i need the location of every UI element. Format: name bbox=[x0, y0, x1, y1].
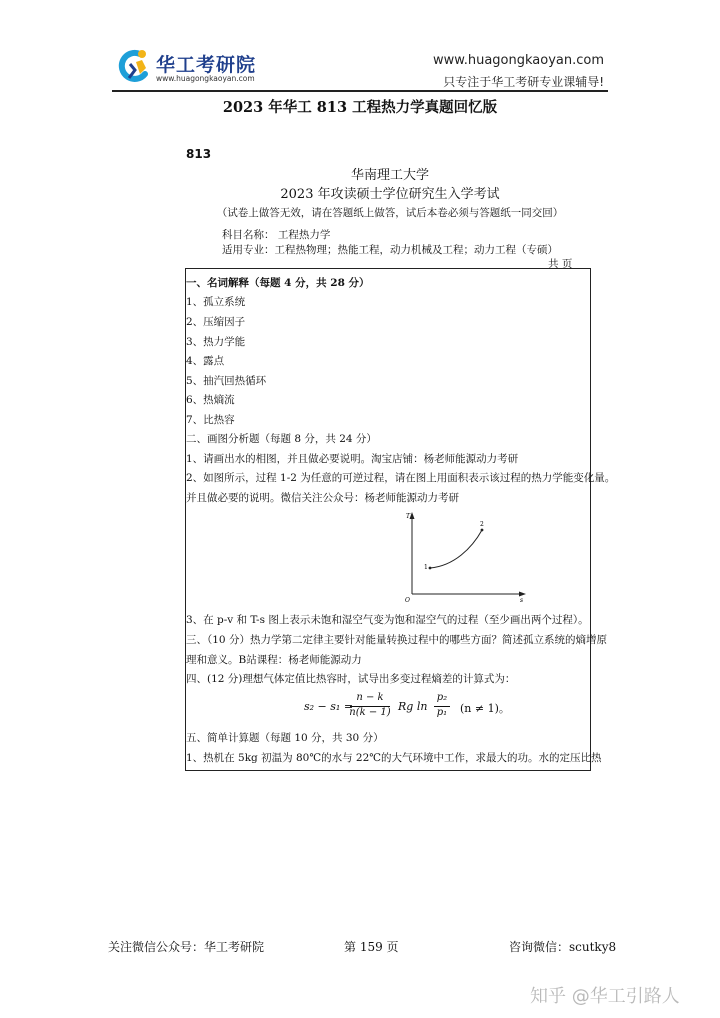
section-5-heading: 五、简单计算题（每题 10 分，共 30 分） bbox=[186, 732, 384, 744]
point-2-marker bbox=[481, 529, 484, 532]
t-axis-arrow-icon bbox=[410, 512, 415, 519]
t-axis-label: T bbox=[406, 513, 411, 520]
origin-label: O bbox=[405, 597, 410, 604]
point-1-marker bbox=[429, 567, 432, 570]
footer-consult-wechat: 咨询微信：scutky8 bbox=[509, 940, 617, 954]
footer-page-number: 第 159 页 bbox=[344, 940, 399, 954]
question-line: 2、如图所示，过程 1-2 为任意的可逆过程，请在图上用面积表示该过程的热力学能变化量。 bbox=[186, 472, 616, 484]
section-1-heading: 一、名词解释（每题 4 分，共 28 分） bbox=[186, 277, 370, 289]
header-divider bbox=[112, 90, 608, 92]
formula-numerator: n − k bbox=[356, 692, 384, 703]
formula-lhs: s₂ − s₁ = bbox=[304, 700, 354, 713]
question-line: 三、（10 分）热力学第二定律主要针对能量转换过程中的哪些方面？简述孤立系统的熵增原 bbox=[186, 634, 607, 646]
university-name: 华南理工大学 bbox=[350, 168, 429, 183]
question-line: 1、孤立系统 bbox=[186, 296, 246, 308]
subject-name: 科目名称： 工程热力学 bbox=[222, 229, 331, 241]
site-slogan: 只专注于华工考研专业课辅导! bbox=[443, 75, 604, 89]
question-line: 6、热熵流 bbox=[186, 394, 235, 406]
exam-code: 813 bbox=[186, 147, 212, 161]
footer-wechat-account: 关注微信公众号：华工考研院 bbox=[108, 940, 265, 954]
s-axis-arrow-icon bbox=[519, 592, 526, 597]
page-count: 共 页 bbox=[548, 258, 573, 270]
question-line: 5、抽汽回热循环 bbox=[186, 375, 267, 387]
graduate-logo-icon bbox=[118, 48, 152, 84]
section-2-heading: 二、画图分析题（每题 8 分，共 24 分） bbox=[186, 433, 377, 445]
question-line: 7、比热容 bbox=[186, 414, 235, 426]
point-1-label: 1 bbox=[424, 564, 428, 571]
formula-p2: p₂ bbox=[436, 692, 448, 703]
zhihu-watermark: 知乎 @华工引路人 bbox=[530, 986, 680, 1007]
exam-notice: （试卷上做答无效，请在答题纸上做答，试后本卷必须与答题纸一同交回） bbox=[216, 207, 564, 219]
question-line: 1、热机在 5kg 初温为 80℃的水与 22℃的大气环境中工作，求最大的功。水的定压比热 bbox=[186, 752, 602, 764]
formula-p1: p₁ bbox=[436, 707, 448, 718]
question-line: 3、在 p-v 和 T-s 图上表示未饱和湿空气变为饱和湿空气的过程（至少画出两个过程）。 bbox=[186, 614, 589, 626]
formula-denominator: n(k − 1) bbox=[349, 707, 391, 718]
question-line: 并且做必要的说明。微信关注公众号：杨老师能源动力考研 bbox=[186, 492, 459, 504]
t-s-diagram bbox=[396, 508, 530, 604]
question-line: 1、请画出水的相图，并且做必要说明。淘宝店铺：杨老师能源动力考研 bbox=[186, 453, 519, 465]
logo-url: www.huagongkaoyan.com bbox=[156, 74, 255, 83]
formula-condition: (n ≠ 1)。 bbox=[460, 702, 510, 715]
exam-title: 2023 年攻读硕士学位研究生入学考试 bbox=[280, 187, 500, 202]
point-2-label: 2 bbox=[480, 521, 484, 528]
process-curve bbox=[430, 530, 482, 568]
s-axis-label: s bbox=[520, 597, 524, 604]
entropy-formula bbox=[304, 692, 510, 722]
question-line: 2、压缩因子 bbox=[186, 316, 246, 328]
applicable-majors: 适用专业：工程热物理；热能工程，动力机械及工程；动力工程（专硕） bbox=[222, 244, 558, 256]
question-line: 3、热力学能 bbox=[186, 336, 246, 348]
question-line: 四、(12 分)理想气体定值比热容时，试导出多变过程熵差的计算式为： bbox=[186, 673, 516, 685]
formula-rg-ln: Rg ln bbox=[398, 700, 428, 713]
logo bbox=[118, 48, 258, 88]
logo-name: 华工考研院 bbox=[156, 54, 257, 76]
question-line: 4、露点 bbox=[186, 355, 225, 367]
site-url[interactable]: www.huagongkaoyan.com bbox=[433, 53, 604, 68]
document-title: 2023 年华工 813 工程热力学真题回忆版 bbox=[222, 99, 498, 116]
question-line: 理和意义。B站课程：杨老师能源动力 bbox=[186, 654, 362, 666]
